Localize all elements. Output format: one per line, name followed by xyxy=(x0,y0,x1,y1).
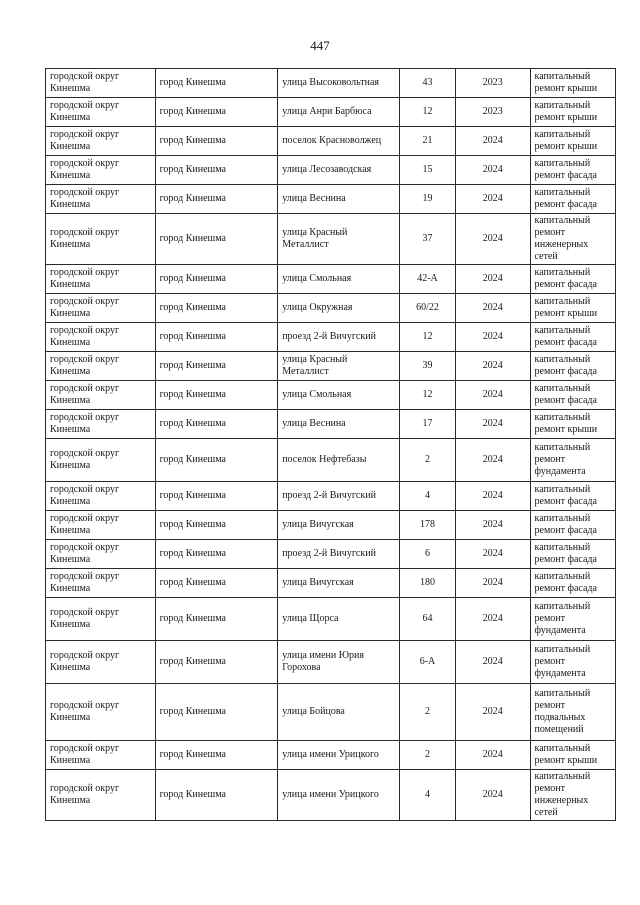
street-cell: проезд 2-й Вичугский xyxy=(278,482,400,511)
district-cell: городской округ Кинешма xyxy=(46,410,156,439)
district-cell: городской округ Кинешма xyxy=(46,185,156,214)
table-row xyxy=(46,381,616,410)
year-cell: 2024 xyxy=(456,410,530,439)
table-row xyxy=(46,323,616,352)
table-row xyxy=(46,684,616,741)
house-number-cell: 15 xyxy=(399,156,455,185)
district-cell: городской округ Кинешма xyxy=(46,98,156,127)
work-type-cell: капитальный ремонт крыши xyxy=(530,98,616,127)
district-cell: городской округ Кинешма xyxy=(46,641,156,684)
house-number-cell: 19 xyxy=(399,185,455,214)
district-cell: городской округ Кинешма xyxy=(46,214,156,265)
year-cell: 2024 xyxy=(456,511,530,540)
street-cell: улица Вичугская xyxy=(278,511,400,540)
city-cell: город Кинешма xyxy=(155,540,278,569)
district-cell: городской округ Кинешма xyxy=(46,352,156,381)
house-number-cell: 12 xyxy=(399,323,455,352)
work-type-cell: капитальный ремонт фасада xyxy=(530,569,616,598)
table-row xyxy=(46,439,616,482)
street-cell: поселок Красноволжец xyxy=(278,127,400,156)
house-number-cell: 2 xyxy=(399,684,455,741)
work-type-cell: капитальный ремонт фасада xyxy=(530,482,616,511)
year-cell: 2024 xyxy=(456,641,530,684)
house-number-cell: 6 xyxy=(399,540,455,569)
street-cell: улица Веснина xyxy=(278,185,400,214)
city-cell: город Кинешма xyxy=(155,156,278,185)
house-number-cell: 60/22 xyxy=(399,294,455,323)
work-type-cell: капитальный ремонт крыши xyxy=(530,127,616,156)
table-row xyxy=(46,511,616,540)
house-number-cell: 12 xyxy=(399,98,455,127)
city-cell: город Кинешма xyxy=(155,684,278,741)
city-cell: город Кинешма xyxy=(155,69,278,98)
house-number-cell: 64 xyxy=(399,598,455,641)
district-cell: городской округ Кинешма xyxy=(46,770,156,821)
city-cell: город Кинешма xyxy=(155,185,278,214)
year-cell: 2024 xyxy=(456,569,530,598)
work-type-cell: капитальный ремонт крыши xyxy=(530,410,616,439)
city-cell: город Кинешма xyxy=(155,352,278,381)
year-cell: 2024 xyxy=(456,598,530,641)
street-cell: улица имени Урицкого xyxy=(278,741,400,770)
year-cell: 2024 xyxy=(456,156,530,185)
city-cell: город Кинешма xyxy=(155,641,278,684)
house-number-cell: 4 xyxy=(399,770,455,821)
work-type-cell: капитальный ремонт фасада xyxy=(530,185,616,214)
house-number-cell: 43 xyxy=(399,69,455,98)
district-cell: городской округ Кинешма xyxy=(46,294,156,323)
district-cell: городской округ Кинешма xyxy=(46,569,156,598)
city-cell: город Кинешма xyxy=(155,127,278,156)
year-cell: 2024 xyxy=(456,684,530,741)
district-cell: городской округ Кинешма xyxy=(46,156,156,185)
house-number-cell: 178 xyxy=(399,511,455,540)
work-type-cell: капитальный ремонт крыши xyxy=(530,741,616,770)
street-cell: проезд 2-й Вичугский xyxy=(278,540,400,569)
house-number-cell: 4 xyxy=(399,482,455,511)
district-cell: городской округ Кинешма xyxy=(46,511,156,540)
year-cell: 2024 xyxy=(456,482,530,511)
city-cell: город Кинешма xyxy=(155,214,278,265)
district-cell: городской округ Кинешма xyxy=(46,265,156,294)
house-number-cell: 2 xyxy=(399,439,455,482)
year-cell: 2024 xyxy=(456,265,530,294)
street-cell: проезд 2-й Вичугский xyxy=(278,323,400,352)
house-number-cell: 17 xyxy=(399,410,455,439)
city-cell: город Кинешма xyxy=(155,511,278,540)
table-row xyxy=(46,641,616,684)
table-row xyxy=(46,98,616,127)
district-cell: городской округ Кинешма xyxy=(46,127,156,156)
street-cell: улица имени Юрия Горохова xyxy=(278,641,400,684)
city-cell: город Кинешма xyxy=(155,98,278,127)
street-cell: улица Анри Барбюса xyxy=(278,98,400,127)
house-number-cell: 6-А xyxy=(399,641,455,684)
city-cell: город Кинешма xyxy=(155,598,278,641)
table-row xyxy=(46,410,616,439)
district-cell: городской округ Кинешма xyxy=(46,69,156,98)
table-row xyxy=(46,294,616,323)
work-type-cell: капитальный ремонт фасада xyxy=(530,156,616,185)
year-cell: 2024 xyxy=(456,439,530,482)
work-type-cell: капитальный ремонт крыши xyxy=(530,294,616,323)
district-cell: городской округ Кинешма xyxy=(46,598,156,641)
year-cell: 2024 xyxy=(456,214,530,265)
house-number-cell: 39 xyxy=(399,352,455,381)
table-row xyxy=(46,156,616,185)
city-cell: город Кинешма xyxy=(155,265,278,294)
table-row xyxy=(46,741,616,770)
year-cell: 2024 xyxy=(456,294,530,323)
district-cell: городской округ Кинешма xyxy=(46,540,156,569)
district-cell: городской округ Кинешма xyxy=(46,684,156,741)
work-type-cell: капитальный ремонт фасада xyxy=(530,323,616,352)
table-row xyxy=(46,540,616,569)
table-row xyxy=(46,352,616,381)
table-body xyxy=(46,69,616,821)
house-number-cell: 12 xyxy=(399,381,455,410)
city-cell: город Кинешма xyxy=(155,410,278,439)
district-cell: городской округ Кинешма xyxy=(46,323,156,352)
street-cell: улица Смольная xyxy=(278,265,400,294)
city-cell: город Кинешма xyxy=(155,294,278,323)
year-cell: 2023 xyxy=(456,69,530,98)
street-cell: улица Лесозаводская xyxy=(278,156,400,185)
table-row xyxy=(46,214,616,265)
work-type-cell: капитальный ремонт инженерных сетей xyxy=(530,770,616,821)
table-row xyxy=(46,598,616,641)
district-cell: городской округ Кинешма xyxy=(46,439,156,482)
year-cell: 2024 xyxy=(456,323,530,352)
repair-schedule-table xyxy=(45,68,616,821)
table-row xyxy=(46,482,616,511)
work-type-cell: капитальный ремонт фасада xyxy=(530,381,616,410)
street-cell: улица Веснина xyxy=(278,410,400,439)
work-type-cell: капитальный ремонт фундамента xyxy=(530,598,616,641)
table-row xyxy=(46,569,616,598)
district-cell: городской округ Кинешма xyxy=(46,381,156,410)
work-type-cell: капитальный ремонт фундамента xyxy=(530,641,616,684)
year-cell: 2024 xyxy=(456,540,530,569)
house-number-cell: 42-А xyxy=(399,265,455,294)
year-cell: 2024 xyxy=(456,381,530,410)
year-cell: 2024 xyxy=(456,352,530,381)
street-cell: улица Бойцова xyxy=(278,684,400,741)
year-cell: 2024 xyxy=(456,127,530,156)
street-cell: улица Вичугская xyxy=(278,569,400,598)
table-row xyxy=(46,127,616,156)
house-number-cell: 21 xyxy=(399,127,455,156)
work-type-cell: капитальный ремонт фундамента xyxy=(530,439,616,482)
year-cell: 2024 xyxy=(456,770,530,821)
house-number-cell: 180 xyxy=(399,569,455,598)
table-row xyxy=(46,770,616,821)
work-type-cell: капитальный ремонт фасада xyxy=(530,352,616,381)
district-cell: городской округ Кинешма xyxy=(46,741,156,770)
work-type-cell: капитальный ремонт инженерных сетей xyxy=(530,214,616,265)
city-cell: город Кинешма xyxy=(155,569,278,598)
work-type-cell: капитальный ремонт фасада xyxy=(530,540,616,569)
year-cell: 2024 xyxy=(456,185,530,214)
page-number: 447 xyxy=(310,38,330,53)
work-type-cell: капитальный ремонт подвальных помещений xyxy=(530,684,616,741)
year-cell: 2024 xyxy=(456,741,530,770)
work-type-cell: капитальный ремонт крыши xyxy=(530,69,616,98)
house-number-cell: 2 xyxy=(399,741,455,770)
table-row xyxy=(46,69,616,98)
street-cell: улица Щорса xyxy=(278,598,400,641)
city-cell: город Кинешма xyxy=(155,482,278,511)
city-cell: город Кинешма xyxy=(155,323,278,352)
city-cell: город Кинешма xyxy=(155,439,278,482)
street-cell: улица имени Урицкого xyxy=(278,770,400,821)
table-row xyxy=(46,265,616,294)
street-cell: улица Окружная xyxy=(278,294,400,323)
table-row xyxy=(46,185,616,214)
city-cell: город Кинешма xyxy=(155,770,278,821)
work-type-cell: капитальный ремонт фасада xyxy=(530,511,616,540)
city-cell: город Кинешма xyxy=(155,381,278,410)
city-cell: город Кинешма xyxy=(155,741,278,770)
year-cell: 2023 xyxy=(456,98,530,127)
work-type-cell: капитальный ремонт фасада xyxy=(530,265,616,294)
street-cell: улица Смольная xyxy=(278,381,400,410)
street-cell: поселок Нефтебазы xyxy=(278,439,400,482)
street-cell: улица Красный Металлист xyxy=(278,352,400,381)
house-number-cell: 37 xyxy=(399,214,455,265)
street-cell: улица Высоковольтная xyxy=(278,69,400,98)
street-cell: улица Красный Металлист xyxy=(278,214,400,265)
district-cell: городской округ Кинешма xyxy=(46,482,156,511)
